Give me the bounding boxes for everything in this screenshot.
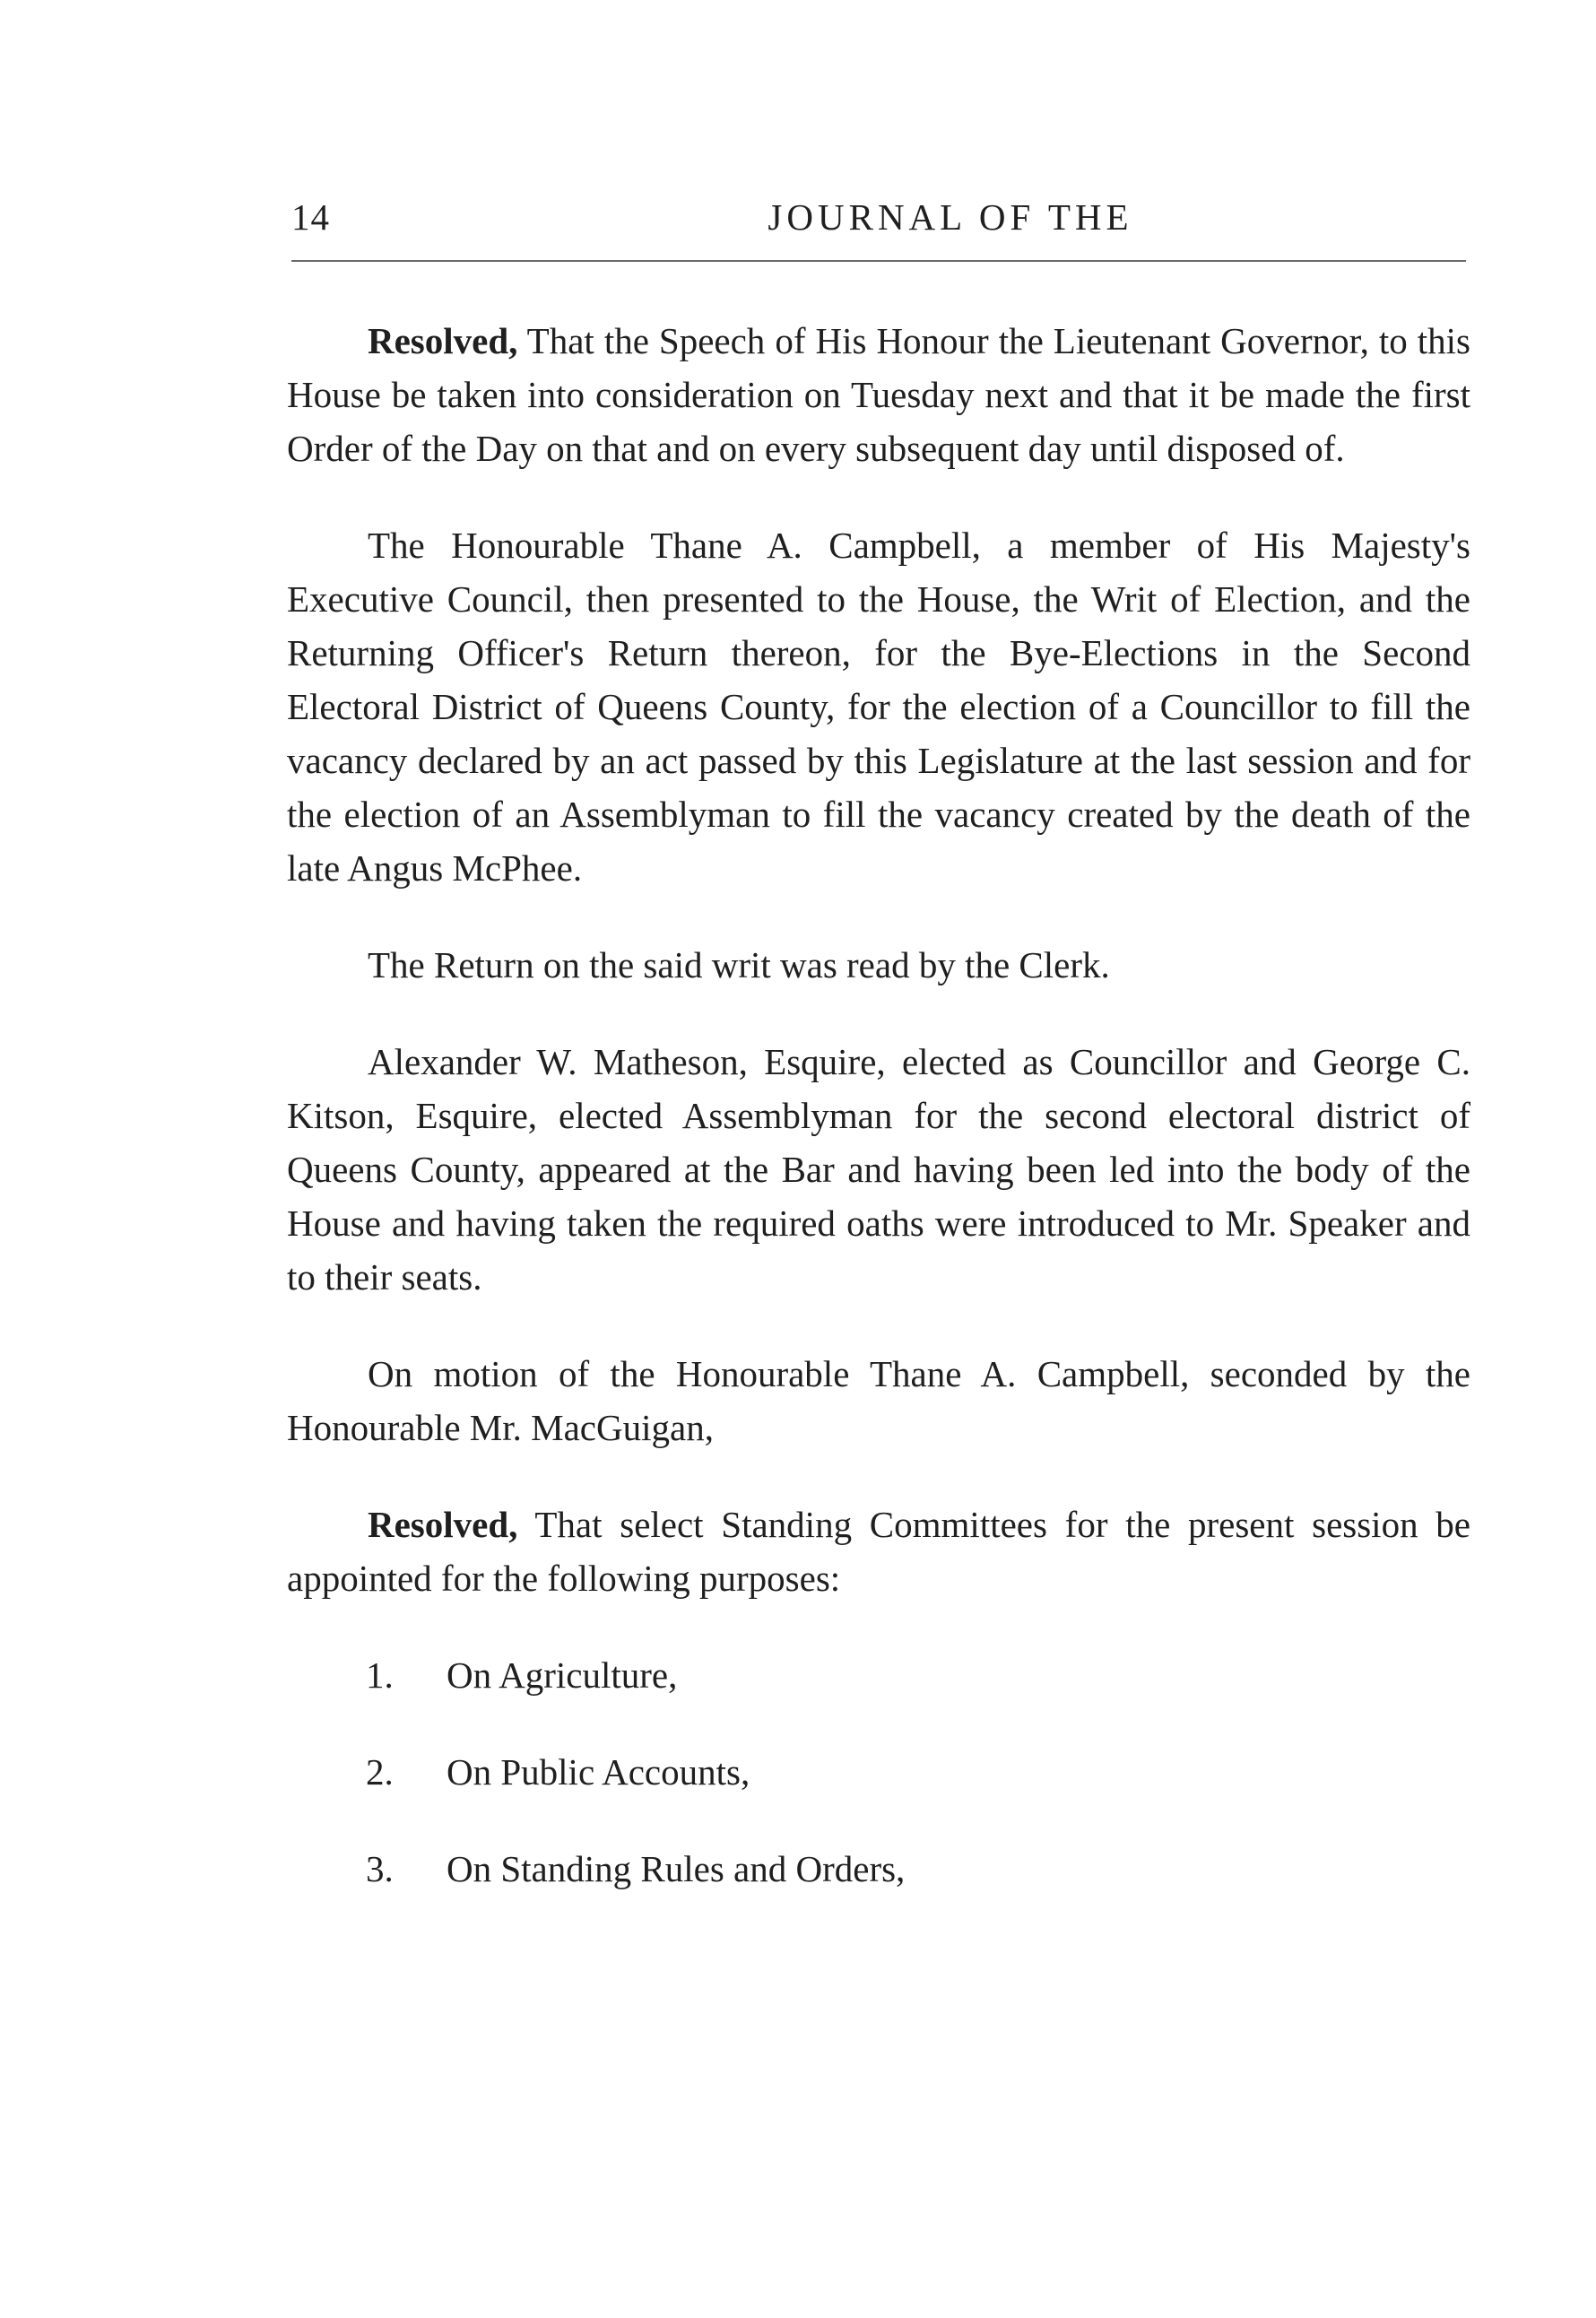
paragraph-text: That the Speech of His Honour the Lieutenant Governor, to this House be taken into consideration on Tuesday next and that it be made the first Order of the Day on that and on every subsequent day until disposed of. <box>287 320 1470 469</box>
header-rule <box>291 260 1466 262</box>
running-title: JOURNAL OF THE <box>768 196 1133 238</box>
list-item <box>287 1745 1470 1799</box>
paragraph-text: The Return on the said writ was read by the Clerk. <box>368 944 1110 985</box>
resolved-lead: Resolved, <box>368 1504 518 1545</box>
list-item <box>287 1648 1470 1702</box>
list-item-text: On Standing Rules and Orders, <box>447 1848 906 1889</box>
paragraph-resolved-speech <box>287 314 1470 475</box>
resolved-lead: Resolved, <box>368 320 518 361</box>
paragraph-text: That select Standing Committees for the present session be appointed for the following purposes: <box>287 1504 1470 1599</box>
paragraph-writ-of-election <box>287 518 1470 895</box>
list-item-text: On Agriculture, <box>447 1654 678 1696</box>
paragraph-return-read <box>287 938 1470 992</box>
page-header <box>291 195 1466 246</box>
body-text <box>287 314 1470 1939</box>
list-item-number: 1. <box>366 1654 394 1696</box>
paragraph-motion <box>287 1347 1470 1454</box>
committee-list <box>287 1648 1470 1896</box>
list-item-number: 3. <box>366 1848 394 1889</box>
list-item-number: 2. <box>366 1751 394 1793</box>
paragraph-text: The Honourable Thane A. Campbell, a member of His Majesty's Executive Council, then presented to the House, the Writ of Election, and the Returning Officer's Return thereon, for the Bye-Elections in the Second Electoral District of Queens County, for the election of a Councillor to fill the vacancy declared by an act passed by this Legislature at the last session and for the election of an Assemblyman to fill the vacancy created by the death of the late Angus McPhee. <box>287 525 1470 889</box>
page-number: 14 <box>291 196 330 238</box>
list-item <box>287 1842 1470 1896</box>
paragraph-resolved-committees <box>287 1498 1470 1605</box>
list-item-text: On Public Accounts, <box>447 1751 750 1793</box>
paragraph-text: Alexander W. Matheson, Esquire, elected as Councillor and George C. Kitson, Esquire, elected Assemblyman for the second electoral district of Queens County, appeared at the Bar and having been led into the body of the House and having taken the required oaths were introduced to Mr. Speaker and to their seats. <box>287 1041 1470 1298</box>
paragraph-members-introduced <box>287 1035 1470 1304</box>
paragraph-text: On motion of the Honourable Thane A. Campbell, seconded by the Honourable Mr. MacGuigan, <box>287 1353 1470 1448</box>
